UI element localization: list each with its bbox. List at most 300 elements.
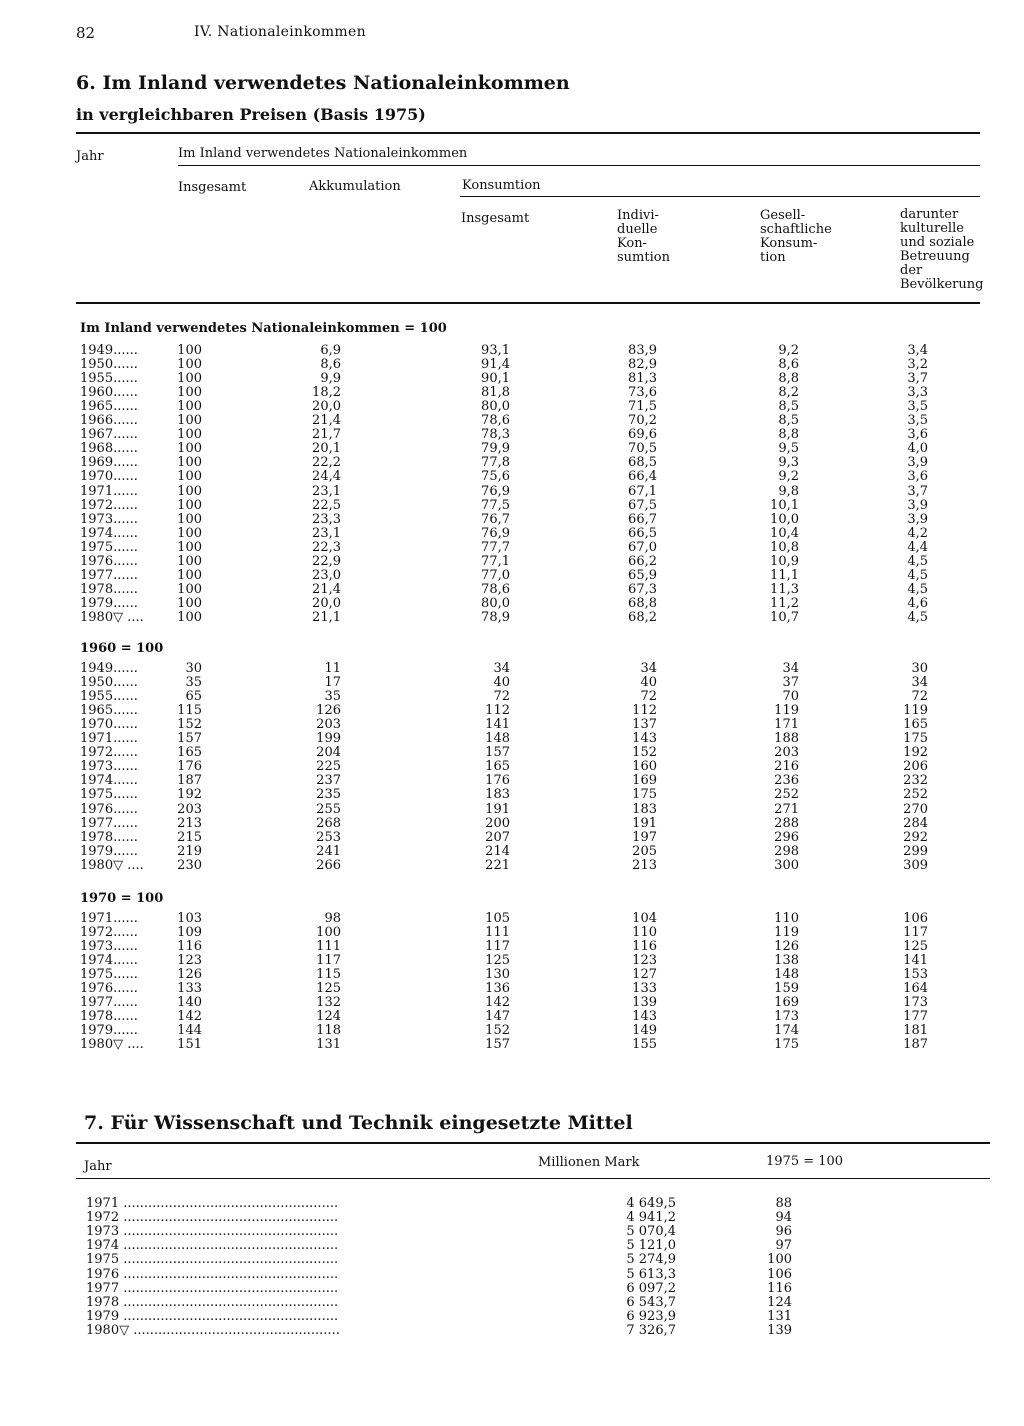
cell-akkumulation: 225 [316, 759, 341, 775]
cell-darunter: 3,9 [907, 497, 928, 513]
cell-akkumulation: 6,9 [320, 343, 341, 358]
table-row [80, 968, 980, 982]
table-row [80, 513, 980, 527]
cell-year: 1979 .................................................... [86, 1308, 339, 1324]
cell-insgesamt: 100 [177, 567, 202, 583]
cell-akkumulation: 255 [316, 801, 341, 817]
cell-darunter: 309 [903, 857, 928, 873]
cell-akkumulation: 132 [316, 995, 341, 1011]
table-row [80, 704, 980, 718]
cell-gesellschaftliche: 148 [774, 967, 799, 983]
cell-year: 1978...... [80, 581, 138, 597]
cell-individuelle: 66,4 [628, 469, 657, 485]
section-label: Im Inland verwendetes Nationaleinkommen = 100 [80, 321, 447, 336]
table-row [80, 456, 980, 470]
cell-konsumtion: 200 [485, 815, 510, 831]
cell-year: 1971...... [80, 483, 138, 499]
cell-year: 1967...... [80, 427, 138, 443]
table-row [80, 817, 980, 831]
cell-gesellschaftliche: 203 [774, 745, 799, 761]
cell-year: 1976...... [80, 553, 138, 569]
cell-year: 1950...... [80, 675, 138, 691]
cell-konsumtion: 93,1 [481, 343, 510, 358]
cell-millionen-mark: 7 326,7 [626, 1322, 676, 1338]
cell-akkumulation: 237 [316, 773, 341, 789]
cell-gesellschaftliche: 169 [774, 995, 799, 1011]
table-row [80, 1038, 980, 1052]
cell-gesellschaftliche: 10,7 [770, 609, 799, 625]
cell-year: 1977 .................................................... [86, 1280, 339, 1296]
cell-konsumtion: 90,1 [481, 371, 510, 387]
table-row [80, 662, 980, 676]
table-row [80, 344, 980, 358]
cell-individuelle: 67,3 [628, 581, 657, 597]
cell-year: 1965...... [80, 399, 138, 415]
cell-insgesamt: 100 [177, 553, 202, 569]
cell-darunter: 175 [903, 731, 928, 747]
cell-akkumulation: 17 [324, 675, 341, 691]
cell-darunter: 4,2 [907, 525, 928, 541]
cell-konsumtion: 130 [485, 967, 510, 983]
cell-millionen-mark: 5 613,3 [626, 1266, 676, 1282]
cell-gesellschaftliche: 174 [774, 1023, 799, 1039]
cell-individuelle: 66,5 [628, 525, 657, 541]
cell-akkumulation: 111 [316, 939, 341, 955]
header-darunter-line: darunter [900, 207, 959, 222]
cell-year: 1974...... [80, 773, 138, 789]
cell-darunter: 141 [903, 953, 928, 969]
cell-darunter: 3,7 [907, 483, 928, 499]
cell-akkumulation: 125 [316, 981, 341, 997]
table-row [80, 831, 980, 845]
konsumtion-rule [460, 196, 980, 197]
cell-individuelle: 40 [640, 675, 657, 691]
cell-darunter: 125 [903, 939, 928, 955]
cell-insgesamt: 103 [177, 911, 202, 926]
cell-gesellschaftliche: 9,5 [778, 441, 799, 457]
cell-year: 1949...... [80, 661, 138, 676]
table-row [80, 996, 980, 1010]
cell-darunter: 119 [903, 703, 928, 719]
cell-year: 1955...... [80, 371, 138, 387]
cell-darunter: 117 [903, 925, 928, 941]
table-row [80, 926, 980, 940]
cell-konsumtion: 34 [493, 661, 510, 676]
cell-konsumtion: 157 [485, 745, 510, 761]
cell-year: 1977...... [80, 567, 138, 583]
cell-akkumulation: 21,1 [312, 609, 341, 625]
cell-year: 1971 .................................................... [86, 1196, 339, 1211]
cell-konsumtion: 148 [485, 731, 510, 747]
cell-insgesamt: 100 [177, 511, 202, 527]
table-row [80, 442, 980, 456]
cell-individuelle: 82,9 [628, 357, 657, 373]
cell-konsumtion: 221 [485, 857, 510, 873]
table-row [86, 1197, 986, 1211]
table-row [80, 428, 980, 442]
cell-year: 1976...... [80, 801, 138, 817]
cell-konsumtion: 77,1 [481, 553, 510, 569]
cell-akkumulation: 118 [316, 1023, 341, 1039]
cell-konsumtion: 76,9 [481, 525, 510, 541]
cell-insgesamt: 219 [177, 843, 202, 859]
cell-gesellschaftliche: 126 [774, 939, 799, 955]
cell-gesellschaftliche: 8,6 [778, 357, 799, 373]
table-row [80, 912, 980, 926]
header-gesellschaftliche-line: schaftliche [760, 222, 832, 237]
cell-millionen-mark: 5 274,9 [626, 1252, 676, 1268]
header-kons-insgesamt: Insgesamt [461, 211, 530, 226]
cell-konsumtion: 78,3 [481, 427, 510, 443]
header-gesellschaftliche-line: Gesell- [760, 208, 806, 223]
cell-darunter: 192 [903, 745, 928, 761]
cell-gesellschaftliche: 298 [774, 843, 799, 859]
cell-darunter: 153 [903, 967, 928, 983]
cell-index: 96 [775, 1224, 792, 1240]
table-row [80, 470, 980, 484]
cell-akkumulation: 22,5 [312, 497, 341, 513]
cell-individuelle: 213 [632, 857, 657, 873]
cell-konsumtion: 152 [485, 1023, 510, 1039]
cell-insgesamt: 100 [177, 385, 202, 401]
cell-konsumtion: 136 [485, 981, 510, 997]
cell-akkumulation: 11 [324, 661, 341, 676]
cell-konsumtion: 79,9 [481, 441, 510, 457]
cell-individuelle: 169 [632, 773, 657, 789]
cell-konsumtion: 112 [485, 703, 510, 719]
table-row [80, 718, 980, 732]
cell-konsumtion: 78,6 [481, 413, 510, 429]
cell-insgesamt: 203 [177, 801, 202, 817]
table-row [80, 499, 980, 513]
cell-darunter: 206 [903, 759, 928, 775]
cell-individuelle: 143 [632, 1009, 657, 1025]
cell-year: 1966...... [80, 413, 138, 429]
cell-gesellschaftliche: 37 [782, 675, 799, 691]
table-row [80, 358, 980, 372]
cell-individuelle: 205 [632, 843, 657, 859]
table7-title: 7. Für Wissenschaft und Technik eingesetzte Mittel [84, 1112, 633, 1134]
cell-darunter: 4,5 [907, 581, 928, 597]
cell-individuelle: 65,9 [628, 567, 657, 583]
cell-individuelle: 73,6 [628, 385, 657, 401]
cell-gesellschaftliche: 188 [774, 731, 799, 747]
cell-individuelle: 67,1 [628, 483, 657, 499]
header-individuelle-line: duelle [617, 222, 658, 237]
cell-akkumulation: 98 [324, 911, 341, 926]
cell-darunter: 232 [903, 773, 928, 789]
cell-akkumulation: 204 [316, 745, 341, 761]
cell-akkumulation: 20,0 [312, 595, 341, 611]
header-gesellschaftliche-line: tion [760, 250, 786, 265]
table-row [86, 1253, 986, 1267]
cell-darunter: 4,5 [907, 609, 928, 625]
cell-year: 1980▽ .................................................. [86, 1322, 340, 1338]
cell-individuelle: 155 [632, 1037, 657, 1053]
table-row [80, 1024, 980, 1038]
cell-millionen-mark: 6 097,2 [626, 1280, 676, 1296]
cell-individuelle: 143 [632, 731, 657, 747]
cell-year: 1976 .................................................... [86, 1266, 339, 1282]
table-row [86, 1296, 986, 1310]
cell-year: 1979...... [80, 595, 138, 611]
cell-insgesamt: 144 [177, 1023, 202, 1039]
cell-konsumtion: 142 [485, 995, 510, 1011]
cell-konsumtion: 77,5 [481, 497, 510, 513]
cell-individuelle: 160 [632, 759, 657, 775]
cell-insgesamt: 100 [177, 357, 202, 373]
cell-darunter: 284 [903, 815, 928, 831]
cell-akkumulation: 8,6 [320, 357, 341, 373]
cell-darunter: 30 [911, 661, 928, 676]
cell-gesellschaftliche: 288 [774, 815, 799, 831]
cell-akkumulation: 20,0 [312, 399, 341, 415]
cell-gesellschaftliche: 8,8 [778, 371, 799, 387]
cell-insgesamt: 30 [185, 661, 202, 676]
cell-year: 1980▽ .... [80, 609, 144, 625]
cell-year: 1974...... [80, 953, 138, 969]
cell-individuelle: 67,0 [628, 539, 657, 555]
cell-konsumtion: 81,8 [481, 385, 510, 401]
header-individuelle [617, 209, 670, 265]
table-row [86, 1324, 986, 1338]
table-row [80, 583, 980, 597]
cell-gesellschaftliche: 10,1 [770, 497, 799, 513]
cell-akkumulation: 21,4 [312, 413, 341, 429]
cell-konsumtion: 77,8 [481, 455, 510, 471]
table-row [80, 760, 980, 774]
cell-darunter: 3,9 [907, 455, 928, 471]
cell-gesellschaftliche: 70 [782, 689, 799, 705]
table-row [80, 386, 980, 400]
cell-akkumulation: 235 [316, 787, 341, 803]
cell-individuelle: 70,2 [628, 413, 657, 429]
cell-konsumtion: 176 [485, 773, 510, 789]
cell-akkumulation: 35 [324, 689, 341, 705]
cell-darunter: 292 [903, 829, 928, 845]
cell-gesellschaftliche: 10,8 [770, 539, 799, 555]
cell-year: 1970...... [80, 469, 138, 485]
cell-individuelle: 67,5 [628, 497, 657, 513]
cell-year: 1978...... [80, 829, 138, 845]
cell-konsumtion: 91,4 [481, 357, 510, 373]
table-row [80, 940, 980, 954]
cell-millionen-mark: 6 543,7 [626, 1294, 676, 1310]
table7-header-mio: Millionen Mark [538, 1155, 640, 1170]
table6-header-bottom-rule [76, 302, 980, 304]
cell-gesellschaftliche: 11,2 [770, 595, 799, 611]
cell-individuelle: 68,5 [628, 455, 657, 471]
cell-darunter: 173 [903, 995, 928, 1011]
table-row [80, 676, 980, 690]
cell-akkumulation: 266 [316, 857, 341, 873]
cell-darunter: 164 [903, 981, 928, 997]
cell-gesellschaftliche: 175 [774, 1037, 799, 1053]
cell-index: 124 [767, 1294, 792, 1310]
cell-gesellschaftliche: 11,3 [770, 581, 799, 597]
cell-year: 1969...... [80, 455, 138, 471]
table-row [80, 414, 980, 428]
cell-individuelle: 68,2 [628, 609, 657, 625]
cell-individuelle: 72 [640, 689, 657, 705]
cell-darunter: 4,5 [907, 567, 928, 583]
cell-individuelle: 139 [632, 995, 657, 1011]
cell-darunter: 3,7 [907, 371, 928, 387]
cell-insgesamt: 100 [177, 595, 202, 611]
cell-darunter: 4,6 [907, 595, 928, 611]
cell-darunter: 106 [903, 911, 928, 926]
table-row [80, 541, 980, 555]
cell-insgesamt: 100 [177, 399, 202, 415]
table7-header-rule [76, 1178, 990, 1179]
cell-akkumulation: 253 [316, 829, 341, 845]
cell-gesellschaftliche: 34 [782, 661, 799, 676]
cell-year: 1973 .................................................... [86, 1224, 339, 1240]
cell-year: 1975...... [80, 539, 138, 555]
table-row [80, 611, 980, 625]
cell-year: 1980▽ .... [80, 857, 144, 873]
cell-gesellschaftliche: 8,5 [778, 413, 799, 429]
cell-akkumulation: 21,4 [312, 581, 341, 597]
cell-gesellschaftliche: 119 [774, 925, 799, 941]
header-individuelle-line: Kon- [617, 236, 647, 251]
cell-year: 1972 .................................................... [86, 1210, 339, 1226]
cell-akkumulation: 241 [316, 843, 341, 859]
cell-insgesamt: 133 [177, 981, 202, 997]
cell-akkumulation: 22,9 [312, 553, 341, 569]
cell-insgesamt: 100 [177, 609, 202, 625]
cell-year: 1975...... [80, 967, 138, 983]
cell-akkumulation: 21,7 [312, 427, 341, 443]
cell-insgesamt: 115 [177, 703, 202, 719]
table-row [86, 1282, 986, 1296]
cell-insgesamt: 100 [177, 427, 202, 443]
cell-darunter: 3,9 [907, 511, 928, 527]
cell-darunter: 177 [903, 1009, 928, 1025]
cell-insgesamt: 100 [177, 413, 202, 429]
cell-konsumtion: 40 [493, 675, 510, 691]
table-row [80, 859, 980, 873]
table7-header-jahr: Jahr [84, 1159, 112, 1174]
cell-year: 1978...... [80, 1009, 138, 1025]
cell-darunter: 3,2 [907, 357, 928, 373]
table-row [80, 372, 980, 386]
cell-konsumtion: 78,6 [481, 581, 510, 597]
cell-gesellschaftliche: 110 [774, 911, 799, 926]
cell-individuelle: 112 [632, 703, 657, 719]
cell-year: 1960...... [80, 385, 138, 401]
cell-darunter: 3,3 [907, 385, 928, 401]
cell-gesellschaftliche: 8,5 [778, 399, 799, 415]
cell-millionen-mark: 4 649,5 [626, 1196, 676, 1211]
cell-akkumulation: 24,4 [312, 469, 341, 485]
cell-individuelle: 123 [632, 953, 657, 969]
table-row [80, 803, 980, 817]
cell-konsumtion: 80,0 [481, 595, 510, 611]
table-row [80, 746, 980, 760]
table-row [80, 485, 980, 499]
header-darunter-line: kulturelle [900, 221, 964, 236]
cell-insgesamt: 215 [177, 829, 202, 845]
page-number: 82 [76, 24, 96, 42]
cell-darunter: 34 [911, 675, 928, 691]
cell-darunter: 3,6 [907, 427, 928, 443]
cell-konsumtion: 125 [485, 953, 510, 969]
table-row [80, 690, 980, 704]
cell-individuelle: 34 [640, 661, 657, 676]
cell-darunter: 3,5 [907, 413, 928, 429]
cell-year: 1979...... [80, 843, 138, 859]
cell-akkumulation: 23,1 [312, 483, 341, 499]
cell-akkumulation: 22,3 [312, 539, 341, 555]
header-darunter-line: Bevölkerung [900, 277, 984, 292]
cell-year: 1970...... [80, 717, 138, 733]
cell-year: 1975...... [80, 787, 138, 803]
cell-gesellschaftliche: 11,1 [770, 567, 799, 583]
cell-index: 139 [767, 1322, 792, 1338]
cell-individuelle: 110 [632, 925, 657, 941]
cell-year: 1965...... [80, 703, 138, 719]
table-row [80, 845, 980, 859]
table7-top-rule [76, 1142, 990, 1144]
cell-gesellschaftliche: 9,2 [778, 343, 799, 358]
cell-individuelle: 133 [632, 981, 657, 997]
cell-index: 94 [775, 1210, 792, 1226]
cell-insgesamt: 176 [177, 759, 202, 775]
cell-gesellschaftliche: 8,8 [778, 427, 799, 443]
cell-akkumulation: 117 [316, 953, 341, 969]
cell-year: 1977...... [80, 995, 138, 1011]
cell-index: 88 [775, 1196, 792, 1211]
cell-akkumulation: 23,3 [312, 511, 341, 527]
cell-year: 1976...... [80, 981, 138, 997]
chapter-title: IV. Nationaleinkommen [194, 24, 366, 40]
cell-insgesamt: 187 [177, 773, 202, 789]
cell-akkumulation: 203 [316, 717, 341, 733]
cell-insgesamt: 151 [177, 1037, 202, 1053]
cell-insgesamt: 152 [177, 717, 202, 733]
cell-individuelle: 68,8 [628, 595, 657, 611]
header-akkumulation: Akkumulation [309, 179, 401, 194]
cell-akkumulation: 124 [316, 1009, 341, 1025]
cell-insgesamt: 35 [185, 675, 202, 691]
table-row [80, 569, 980, 583]
cell-akkumulation: 126 [316, 703, 341, 719]
cell-index: 131 [767, 1308, 792, 1324]
cell-individuelle: 183 [632, 801, 657, 817]
cell-konsumtion: 105 [485, 911, 510, 926]
cell-millionen-mark: 5 121,0 [626, 1238, 676, 1254]
cell-insgesamt: 100 [177, 469, 202, 485]
cell-index: 100 [767, 1252, 792, 1268]
cell-darunter: 165 [903, 717, 928, 733]
cell-darunter: 3,4 [907, 343, 928, 358]
cell-individuelle: 71,5 [628, 399, 657, 415]
cell-gesellschaftliche: 300 [774, 857, 799, 873]
cell-insgesamt: 142 [177, 1009, 202, 1025]
cell-millionen-mark: 5 070,4 [626, 1224, 676, 1240]
cell-insgesamt: 109 [177, 925, 202, 941]
cell-insgesamt: 100 [177, 525, 202, 541]
header-konsumtion: Konsumtion [462, 178, 541, 193]
cell-insgesamt: 123 [177, 953, 202, 969]
cell-konsumtion: 75,6 [481, 469, 510, 485]
cell-gesellschaftliche: 138 [774, 953, 799, 969]
cell-gesellschaftliche: 159 [774, 981, 799, 997]
cell-year: 1973...... [80, 759, 138, 775]
header-individuelle-line: sumtion [617, 250, 670, 265]
cell-insgesamt: 165 [177, 745, 202, 761]
